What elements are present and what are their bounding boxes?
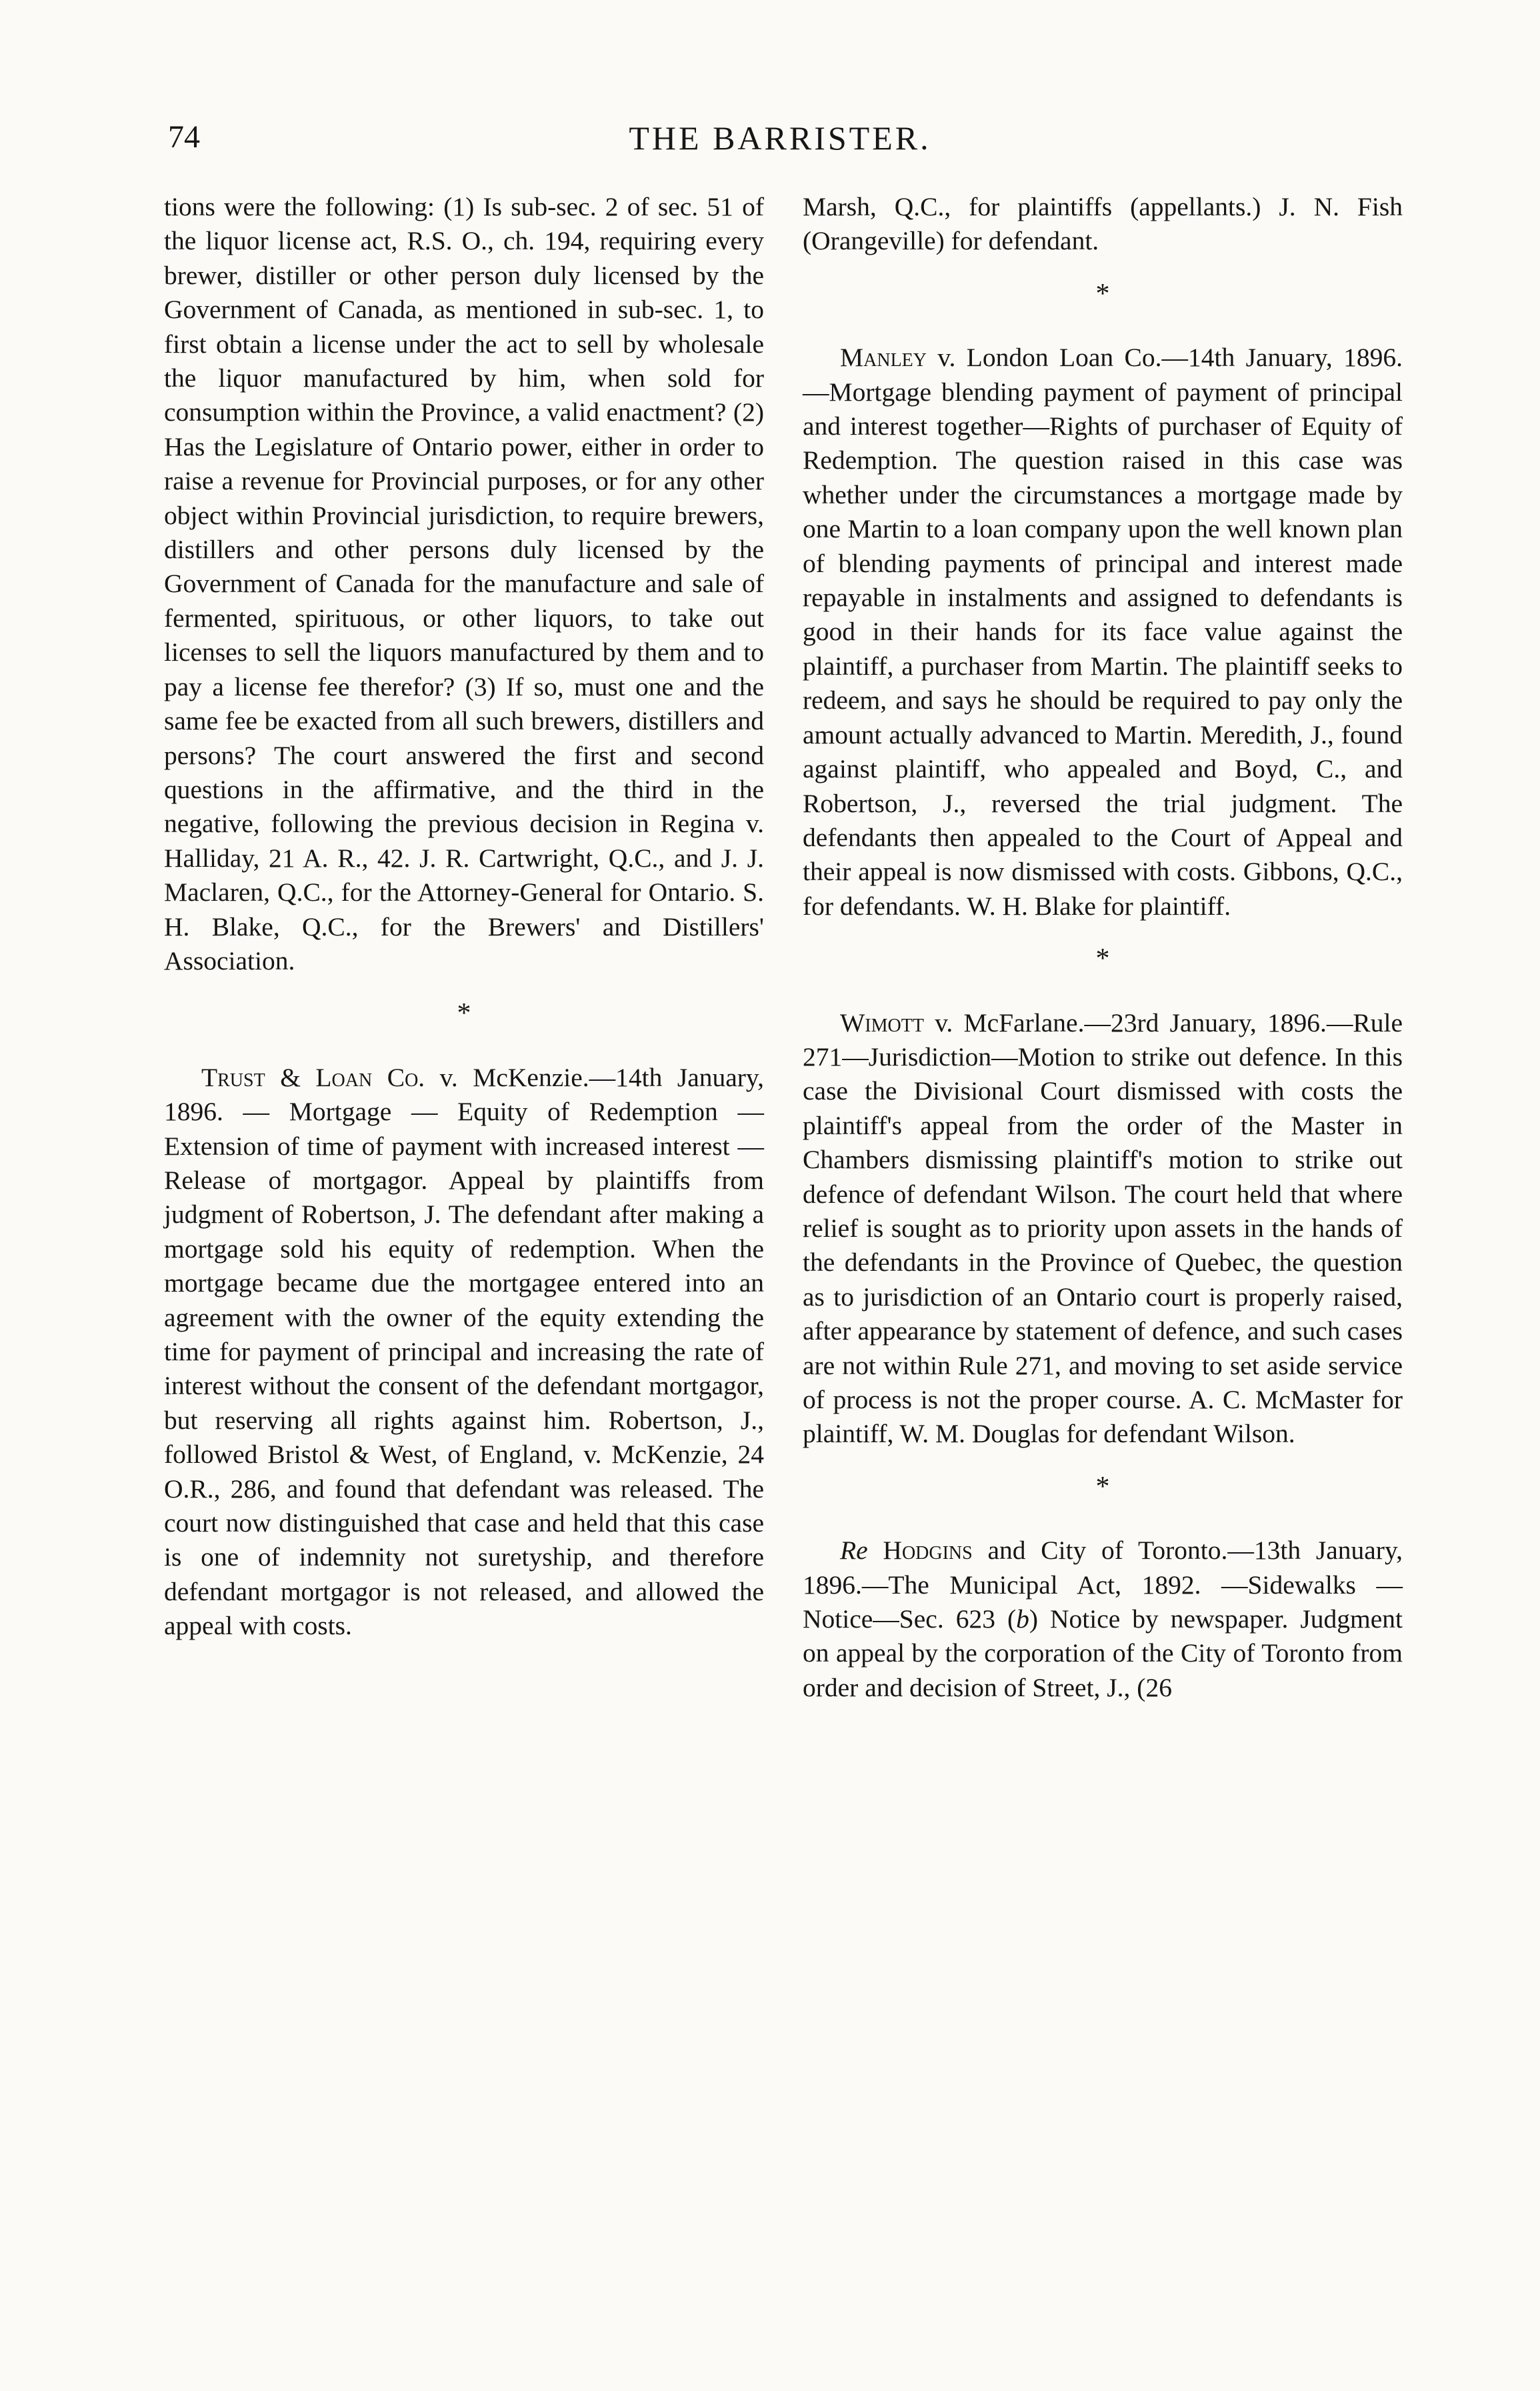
case-re-hodgins-city-of-toronto	[803, 1534, 1403, 1705]
section-separator: *	[1095, 278, 1110, 309]
case-body: v. McKenzie.—14th January, 1896. — Mortgage — Equity of Redemption — Extension of time of payment with increased interest — Release of mortgagor. Appeal by plaintiffs from judgment of Robertson, J. The defendant after making a mortgage sold his equity of redemption. When the mortgage became due the mortgagee entered into an agreement with the owner of the equity extending the time for payment of principal and increasing the rate of interest without the consent of the defendant mortgagor, but reserving all rights against him. Robertson, J., followed Bristol & West, of England, v. McKenzie, 24 O.R., 286, and found that defendant was released. The court now distinguished that case and held that this case is one of indemnity not suretyship, and therefore defendant mortgagor is not released, and allowed the appeal with costs.	[164, 1062, 764, 1641]
section-separator: *	[1095, 943, 1110, 975]
case-wimott-v-mcfarlane	[803, 1006, 1403, 1452]
running-title: THE BARRISTER.	[629, 119, 931, 157]
page-number: 74	[168, 119, 200, 155]
section-separator: *	[1095, 1471, 1110, 1502]
section-separator: *	[457, 998, 471, 1029]
case-body-continued: ) Notice by newspaper. Judgment on appeal by the corporation of the City of Toronto from order and decision of Street, J., (26	[803, 1604, 1403, 1702]
case-re-prefix: Re	[840, 1536, 868, 1566]
left-column	[164, 190, 764, 1644]
case-name: Manley	[840, 343, 927, 373]
case-trust-loan-v-mckenzie	[164, 1061, 764, 1644]
case-body: v. McFarlane.—23rd January, 1896.—Rule 271—Jurisdiction—Motion to strike out defence. In this case the Divisional Court dismissed with costs the plaintiff's appeal from the order of the Master in Chambers dismissing plaintiff's motion to strike out defence of defendant Wilson. The court held that where relief is sought as to priority upon assets in the hands of the defendants in the Province of Quebec, the question as to jurisdiction of an Ontario court is properly raised, after appearance by statement of defence, and such cases are not within Rule 271, and moving to set aside service of process is not the proper course. A. C. McMaster for plaintiff, W. M. Douglas for defendant Wilson.	[803, 1007, 1403, 1449]
page-header	[120, 119, 1440, 179]
case-subsection-letter: b	[1016, 1604, 1029, 1634]
right-column	[803, 190, 1403, 1705]
case-name: Trust & Loan Co.	[201, 1062, 425, 1092]
case-manley-v-london-loan	[803, 341, 1403, 923]
left-paragraph-continuation: tions were the following: (1) Is sub-sec. 2 of sec. 51 of the liquor license act, R.S. O., ch. 194, requiring every brewer, distiller or other person duly licensed by the Government of Canada, as mentioned in sub-sec. 1, to first obtain a license under the act to sell by wholesale the liquor manufactured by him, when sold for consumption within the Province, a valid enactment? (2) Has the Legislature of Ontario power, either in order to raise a revenue for Provincial purposes, or for any other object within Provincial jurisdiction, to require brewers, distillers and other persons duly licensed by the Government of Canada for the manufacture and sale of fermented, spirituous, or other liquors, to take out licenses to sell the liquors manufactured by them and to pay a license fee therefor? (3) If so, must one and the same fee be exacted from all such brewers, distillers and persons? The court answered the first and second questions in the affirmative, and the third in the negative, following the previous decision in Regina v. Halliday, 21 A. R., 42. J. R. Cartwright, Q.C., and J. J. Maclaren, Q.C., for the Attorney-General for Ontario. S. H. Blake, Q.C., for the Brewers' and Distillers' Association.	[164, 192, 764, 975]
case-name: Hodgins	[883, 1536, 973, 1566]
case-body: and City of Toronto.—13th January, 1896.—The Municipal Act, 1892. —Sidewalks —Notice—Sec. 623 (	[803, 1536, 1403, 1634]
case-name: Wimott	[840, 1007, 924, 1037]
case-body: v. London Loan Co.—14th January, 1896.—Mortgage blending payment of payment of principal and interest together—Rights of purchaser of Equity of Redemption. The question raised in this case was whether under the circumstances a mortgage made by one Martin to a loan company upon the well known plan of blending payments of principal and interest made repayable in instalments and assigned to defendants is good in their hands for its face value against the plaintiff, a purchaser from Martin. The plaintiff seeks to redeem, and says he should be required to pay only the amount actually advanced to Martin. Meredith, J., found against plaintiff, who appealed and Boyd, C., and Robertson, J., reversed the trial judgment. The defendants then appealed to the Court of Appeal and their appeal is now dismissed with costs. Gibbons, Q.C., for defendants. W. H. Blake for plaintiff.	[803, 343, 1403, 921]
right-paragraph-continuation: Marsh, Q.C., for plaintiffs (appellants.) J. N. Fish (Orangeville) for defendant.	[803, 192, 1403, 256]
